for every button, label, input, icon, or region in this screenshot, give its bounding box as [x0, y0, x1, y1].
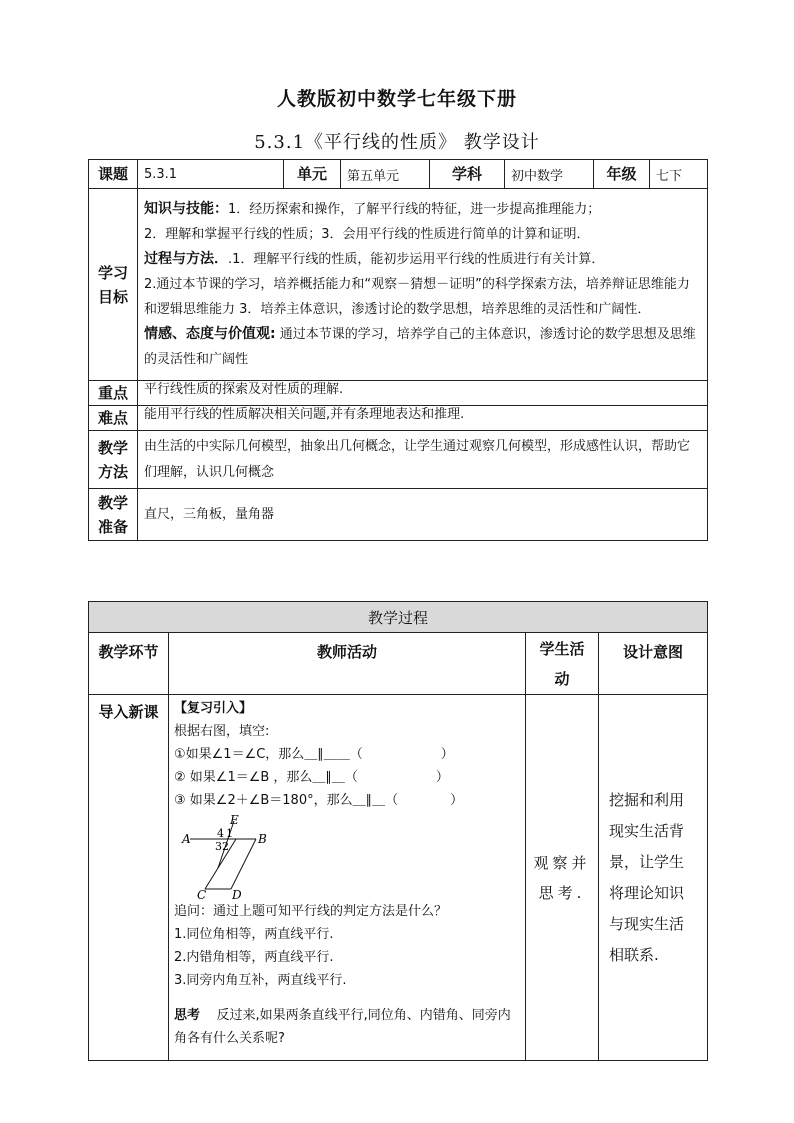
key-point-text: 平行线性质的探索及对性质的理解. [138, 381, 708, 406]
angle-4-label: 4 [217, 827, 224, 840]
angle-1-label: 1 [226, 827, 233, 840]
answer-2: 2.内错角相等，两直线平行. [174, 950, 334, 965]
key-point-row [89, 381, 708, 406]
emotion-title: 情感、态度与价值观: [144, 326, 276, 342]
goals-content [138, 189, 708, 381]
preparation-text: 直尺，三角板，量角器 [138, 489, 708, 541]
think-paragraph [174, 1004, 520, 1050]
answer-1: 1.同位角相等，两直线平行. [174, 927, 334, 942]
difficulty-row [89, 406, 708, 431]
spacer [174, 992, 520, 1004]
col-stage-header: 教学环节 [89, 633, 169, 695]
method-text: 由生活的中实际几何模型，抽象出几何概念，让学生通过观察几何模型，形成感性认识，帮助它们理解，认识几何概念 [138, 431, 708, 489]
document-subtitle: 5.3.1《平行线的性质》 教学设计 [254, 132, 540, 153]
goals-row [89, 189, 708, 381]
parallel-lines-figure [180, 814, 290, 900]
preparation-row [89, 489, 708, 541]
label-a: A [182, 832, 191, 846]
answer-3: 3.同旁内角互补，两直线平行. [174, 973, 347, 988]
col-teacher-header: 教师活动 [169, 633, 526, 695]
intro-row [89, 695, 708, 1061]
review-prompt: 根据右图，填空: [174, 724, 270, 739]
unit-value: 第五单元 [341, 160, 430, 189]
process-title: 过程与方法． [144, 251, 228, 267]
process-item-1: .1．理解平行线的性质，能初步运用平行线的性质进行有关计算． [228, 252, 605, 267]
line-db [231, 839, 256, 889]
grade-value: 七下 [650, 160, 708, 189]
knowledge-item-2: 2．理解和掌握平行线的性质；3．会用平行线的性质进行简单的计算和证明． [144, 227, 590, 242]
col-intent-header: 设计意图 [599, 633, 708, 695]
question-3: ③ 如果∠2＋∠B＝180°，那么＿∥＿（ ） [174, 793, 464, 808]
teaching-process-table [88, 601, 708, 1061]
topic-label: 课题 [89, 160, 138, 189]
design-intent: 挖掘和利用现实生活背景，让学生将理论知识与现实生活相联系. [599, 695, 708, 1061]
label-d: D [232, 888, 242, 900]
document-title: 人教版初中数学七年级下册 [276, 88, 517, 110]
question-2: ② 如果∠1＝∠B ，那么＿∥＿（ ） [174, 770, 449, 785]
preparation-label: 教学准备 [89, 489, 138, 541]
process-header-row [89, 602, 708, 633]
unit-label: 单元 [284, 160, 341, 189]
label-b: B [258, 832, 267, 846]
emotion-text: 通过本节课的学习，培养学自己的主体意识，渗透讨论的数学思想及思维的灵活性和广阔性 [144, 327, 696, 367]
angle-2-label: 2 [222, 840, 229, 853]
method-row [89, 431, 708, 489]
difficulty-text: 能用平行线的性质解决相关问题,并有条理地表达和推理. [138, 406, 708, 431]
think-text: 反过来,如果两条直线平行,同位角、内错角、同旁内角各有什么关系呢? [174, 1008, 511, 1046]
angle-3-label: 3 [215, 840, 222, 853]
student-activity: 观察并思考. [526, 695, 599, 1061]
teacher-activity [169, 695, 526, 1061]
label-e: E [230, 814, 239, 827]
label-c: C [197, 888, 207, 900]
column-header-row [89, 633, 708, 695]
col-student-header: 学生活动 [526, 633, 599, 695]
review-title: 【复习引入】 [174, 701, 253, 716]
method-label: 教学方法 [89, 431, 138, 489]
stage-intro: 导入新课 [89, 695, 169, 1061]
key-point-label: 重点 [89, 381, 138, 406]
difficulty-label: 难点 [89, 406, 138, 431]
lesson-info-table [88, 159, 708, 541]
subject-value: 初中数学 [505, 160, 594, 189]
knowledge-item-1: 1．经历探索和操作，了解平行线的特征，进一步提高推理能力； [228, 202, 601, 217]
knowledge-title: 知识与技能： [144, 201, 228, 217]
goals-label: 学习目标 [89, 189, 138, 381]
process-header: 教学过程 [89, 602, 708, 633]
grade-label: 年级 [594, 160, 650, 189]
think-title: 思考 [174, 1008, 201, 1023]
question-1: ①如果∠1＝∠C，那么＿∥＿＿（ ） [174, 747, 454, 762]
followup-question: 追问：通过上题可知平行线的判定方法是什么？ [174, 904, 448, 919]
topic-value: 5.3.1 [138, 160, 284, 189]
process-item-2: 2.通过本节课的学习，培养概括能力和“观察－猜想－证明”的科学探索方法，培养辩证思维能力和逻辑思维能力 3．培养主体意识，渗透讨论的数学思想，培养思维的灵活性和广阔性． [144, 277, 690, 317]
subject-label: 学科 [430, 160, 505, 189]
info-row [89, 160, 708, 189]
